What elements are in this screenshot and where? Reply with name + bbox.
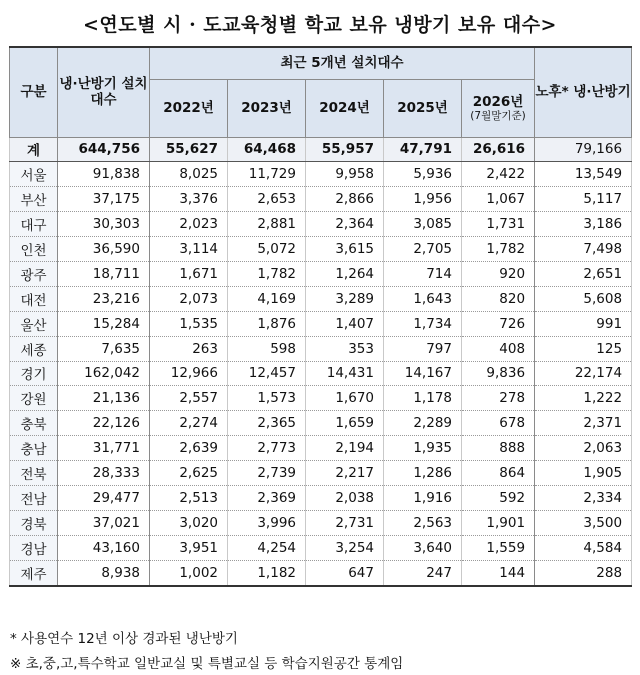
cell-y2025: 2,563 [384,510,462,535]
cell-old: 1,905 [535,461,632,486]
cell-base: 43,160 [58,535,150,560]
cell-old: 5,117 [535,187,632,212]
cell-old: 991 [535,311,632,336]
cell-region: 부산 [10,187,58,212]
cell-y2023: 3,996 [228,510,306,535]
cell-y2022: 2,639 [150,436,228,461]
cell-y2022: 12,966 [150,361,228,386]
cell-y2025: 14,167 [384,361,462,386]
cell-y2022: 3,114 [150,237,228,262]
cell-y2024: 2,731 [306,510,384,535]
cell-y2026: 888 [462,436,535,461]
table-row [10,311,632,336]
ac-table [9,46,632,587]
cell-region: 강원 [10,386,58,411]
cell-y2024: 2,217 [306,461,384,486]
cell-y2023: 2,881 [228,212,306,237]
cell-y2024: 353 [306,336,384,361]
cell-y2023: 1,182 [228,560,306,585]
cell-y2026: 592 [462,485,535,510]
total-row [10,137,632,162]
cell-y2026: 278 [462,386,535,411]
table-row [10,560,632,585]
table-row [10,336,632,361]
cell-y2025: 714 [384,261,462,286]
cell-y2025: 1,286 [384,461,462,486]
cell-y2023: 1,782 [228,261,306,286]
cell-y2023: 2,653 [228,187,306,212]
cell-y2025: 1,956 [384,187,462,212]
table-row [10,361,632,386]
cell-y2024: 2,866 [306,187,384,212]
cell-y2026: 9,836 [462,361,535,386]
cell-y2022: 3,951 [150,535,228,560]
cell-region: 서울 [10,162,58,187]
cell-y2026: 1,067 [462,187,535,212]
cell-base: 29,477 [58,485,150,510]
cell-y2023: 5,072 [228,237,306,262]
cell-y2022: 1,002 [150,560,228,585]
cell-y2026: 678 [462,411,535,436]
cell-y2023: 598 [228,336,306,361]
cell-old: 13,549 [535,162,632,187]
cell-base: 8,938 [58,560,150,585]
cell-y2026: 820 [462,286,535,311]
cell-base: 162,042 [58,361,150,386]
cell-y2024: 3,615 [306,237,384,262]
cell-y2026: 408 [462,336,535,361]
cell-y2023: 12,457 [228,361,306,386]
cell-y2024: 2,364 [306,212,384,237]
cell-base: 23,216 [58,286,150,311]
table-row [10,162,632,187]
cell-base: 28,333 [58,461,150,486]
cell-y2026: 26,616 [462,137,535,162]
cell-y2025: 797 [384,336,462,361]
table-row [10,411,632,436]
cell-region: 전남 [10,485,58,510]
cell-y2024: 2,038 [306,485,384,510]
cell-old: 125 [535,336,632,361]
header-2026 [462,79,535,137]
cell-old: 22,174 [535,361,632,386]
cell-y2024: 2,194 [306,436,384,461]
cell-y2026: 726 [462,311,535,336]
cell-y2025: 247 [384,560,462,585]
cell-y2022: 3,376 [150,187,228,212]
cell-region: 대전 [10,286,58,311]
cell-y2023: 1,876 [228,311,306,336]
cell-region: 인천 [10,237,58,262]
table-row [10,461,632,486]
cell-region: 세종 [10,336,58,361]
cell-y2025: 3,085 [384,212,462,237]
cell-y2022: 2,557 [150,386,228,411]
cell-region: 충북 [10,411,58,436]
cell-region: 경북 [10,510,58,535]
cell-y2025: 1,178 [384,386,462,411]
cell-old: 3,500 [535,510,632,535]
table-row [10,237,632,262]
cell-region: 경기 [10,361,58,386]
cell-old: 2,651 [535,261,632,286]
header-old: 노후* 냉·난방기 [535,47,632,137]
cell-old: 288 [535,560,632,585]
cell-y2023: 2,365 [228,411,306,436]
footnote-1: * 사용연수 12년 이상 경과된 냉난방기 [10,631,238,647]
cell-region: 경남 [10,535,58,560]
cell-y2022: 55,627 [150,137,228,162]
cell-old: 4,584 [535,535,632,560]
cell-y2024: 1,264 [306,261,384,286]
table-row [10,386,632,411]
table-row [10,187,632,212]
header-2022: 2022년 [150,79,228,137]
cell-base: 36,590 [58,237,150,262]
cell-region: 광주 [10,261,58,286]
cell-old: 2,334 [535,485,632,510]
cell-y2024: 647 [306,560,384,585]
cell-y2024: 14,431 [306,361,384,386]
header-2023: 2023년 [228,79,306,137]
cell-y2023: 11,729 [228,162,306,187]
table-row [10,261,632,286]
cell-y2025: 1,916 [384,485,462,510]
cell-y2023: 2,773 [228,436,306,461]
cell-base: 30,303 [58,212,150,237]
cell-y2024: 9,958 [306,162,384,187]
cell-old: 5,608 [535,286,632,311]
cell-y2024: 1,670 [306,386,384,411]
table-row [10,535,632,560]
cell-region: 전북 [10,461,58,486]
cell-y2022: 2,513 [150,485,228,510]
cell-region: 대구 [10,212,58,237]
cell-y2023: 2,369 [228,485,306,510]
cell-base: 31,771 [58,436,150,461]
table-row [10,485,632,510]
header-region: 구분 [10,47,58,137]
cell-old: 79,166 [535,137,632,162]
footnote-2: ※ 초,중,고,특수학교 일반교실 및 특별교실 등 학습지원공간 통계임 [10,656,404,672]
cell-y2026: 1,901 [462,510,535,535]
cell-y2024: 1,407 [306,311,384,336]
cell-y2023: 4,254 [228,535,306,560]
cell-y2024: 3,289 [306,286,384,311]
header-2025: 2025년 [384,79,462,137]
cell-y2025: 1,935 [384,436,462,461]
cell-y2025: 2,289 [384,411,462,436]
cell-y2026: 1,559 [462,535,535,560]
cell-old: 2,063 [535,436,632,461]
cell-y2023: 2,739 [228,461,306,486]
cell-base: 22,126 [58,411,150,436]
cell-y2023: 64,468 [228,137,306,162]
cell-y2026: 864 [462,461,535,486]
header-recent: 최근 5개년 설치대수 [150,47,535,79]
table-row [10,510,632,535]
cell-base: 21,136 [58,386,150,411]
cell-y2026: 2,422 [462,162,535,187]
cell-y2025: 3,640 [384,535,462,560]
cell-y2026: 1,782 [462,237,535,262]
cell-base: 37,021 [58,510,150,535]
header-2026-label: 2026년 [472,93,524,110]
cell-y2022: 2,274 [150,411,228,436]
cell-region: 제주 [10,560,58,585]
cell-y2022: 1,671 [150,261,228,286]
cell-region: 충남 [10,436,58,461]
cell-region: 울산 [10,311,58,336]
cell-y2023: 1,573 [228,386,306,411]
cell-y2023: 4,169 [228,286,306,311]
header-base: 냉·난방기 설치대수 [58,47,150,137]
cell-y2022: 2,073 [150,286,228,311]
cell-y2022: 3,020 [150,510,228,535]
cell-base: 644,756 [58,137,150,162]
page-title: <연도별 시 · 도교육청별 학교 보유 냉방기 보유 대수> [83,14,557,36]
cell-base: 7,635 [58,336,150,361]
table-row [10,212,632,237]
cell-old: 2,371 [535,411,632,436]
header-2026-note: (7월말기준) [470,109,526,122]
table-row [10,286,632,311]
cell-old: 3,186 [535,212,632,237]
table-row [10,436,632,461]
cell-base: 91,838 [58,162,150,187]
cell-base: 18,711 [58,261,150,286]
cell-old: 7,498 [535,237,632,262]
cell-y2026: 144 [462,560,535,585]
cell-y2024: 55,957 [306,137,384,162]
cell-y2026: 920 [462,261,535,286]
header-2024: 2024년 [306,79,384,137]
cell-y2024: 3,254 [306,535,384,560]
cell-y2025: 1,734 [384,311,462,336]
cell-y2022: 2,625 [150,461,228,486]
cell-y2025: 1,643 [384,286,462,311]
cell-y2022: 263 [150,336,228,361]
cell-y2025: 5,936 [384,162,462,187]
cell-y2022: 2,023 [150,212,228,237]
cell-base: 15,284 [58,311,150,336]
cell-y2025: 47,791 [384,137,462,162]
cell-region: 계 [10,137,58,162]
cell-base: 37,175 [58,187,150,212]
cell-y2026: 1,731 [462,212,535,237]
cell-y2025: 2,705 [384,237,462,262]
cell-y2024: 1,659 [306,411,384,436]
cell-y2022: 1,535 [150,311,228,336]
cell-old: 1,222 [535,386,632,411]
cell-y2022: 8,025 [150,162,228,187]
